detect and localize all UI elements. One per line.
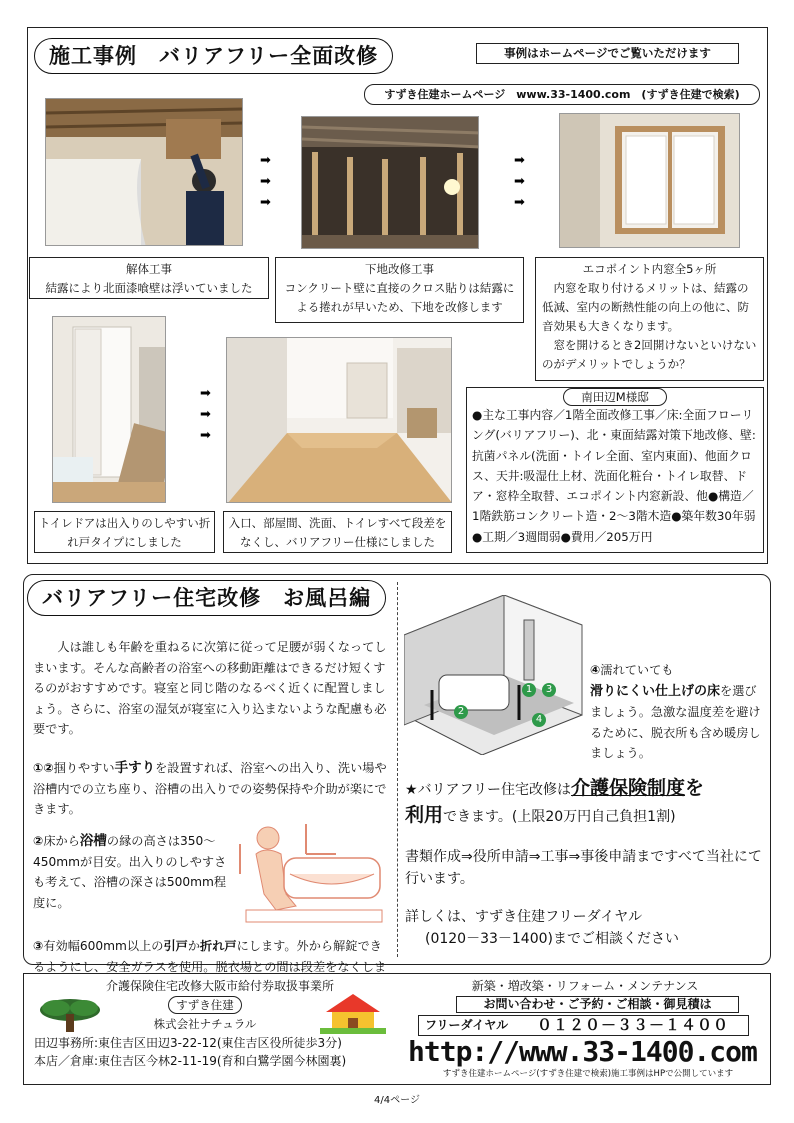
caption-demolition-body: 結露により北面漆喰壁は浮いていました [45,281,253,295]
notice-box [476,43,739,64]
free-dial-box[interactable] [418,1015,749,1036]
photo-barrier-free-room [226,337,452,503]
caption-demolition [29,257,269,299]
insurance-key: 利用 [405,804,444,826]
footer-services: 新築・増改築・リフォーム・メンテナンス [471,979,699,993]
bath-point-handrail [33,758,388,820]
footer-url[interactable]: http://www.33-1400.com [408,1035,757,1068]
section2-title: バリアフリー住宅改修 お風呂編 [27,580,386,616]
contact-line-1: 詳しくは、すずき住建フリーダイヤル [405,909,643,925]
caption-inner-window-title: エコポイント内窓全5ヶ所 [582,262,717,276]
point-key: 浴槽 [79,833,107,849]
point-text: を設置すれば、浴室への出入り、洗い場や浴槽内での立ち座り、浴槽の出入りでの姿勢保持や介助が楽にできます。 [33,761,387,816]
insurance-key: を [685,777,705,799]
free-dial-number[interactable]: ０１２０－３３－１４００ [537,1016,730,1034]
diagram-marker-1: 1 [522,683,536,697]
point-text: にします。外から解錠できるようにし、安全ガラスを使用。脱衣場との間は段差をなくしま [33,939,387,974]
inquiry-text: お問い合わせ・ご予約・ご相談・御見積は [483,997,712,1011]
case-body: ●主な工事内容／1階全面改修工事／床:全面フローリング(バリアフリー)、北・東面結露対策下地改修、壁:抗菌パネル(洗面・トイレ全面、室内東面)、他面クロス、天井:吸湿仕上材、洗面化粧台・トイレ取替、ドア・窓枠全取替、エコポイント内窓新設、他●構造／1階鉄筋コンクリート造・2～3階木造●築年数30年弱●工期／3週間弱●費用／205万円 [472,408,756,544]
notice-text: 事例はホームページでご覧いただけます [504,46,711,60]
caption-demolition-title: 解体工事 [126,262,172,276]
insurance-text: バリアフリー住宅改修は [417,782,572,798]
case-name-text: 南田辺M様邸 [581,390,649,404]
homepage-banner[interactable] [364,84,760,105]
photo-toilet-door [52,316,166,503]
arrow-right-icon: ➡ [514,195,525,210]
arrow-right-icon: ➡ [200,428,211,443]
arrow-right-icon: ➡ [260,153,271,168]
point-number: ①② [33,761,54,775]
point-key: 滑りにくい仕上げの床 [590,683,721,699]
point-text: か [187,939,201,953]
insurance-info [405,776,765,830]
section2-divider [397,582,398,957]
office-address-1: 田辺事務所:東住吉区田辺3-22-12(東住吉区役所徒歩3分) [34,1036,342,1050]
section1-title: 施工事例 バリアフリー全面改修 [34,38,393,74]
arrow-right-icon: ➡ [260,195,271,210]
house-logo [320,992,386,1034]
footer-license: 介護保険住宅改修大阪市給付券取扱事業所 [105,979,334,993]
caption-barrier-free-body: 入口、部屋間、洗面、トイレすべて段差をなくし、バリアフリー仕様にしました [228,516,447,549]
point-key: 引戸 [163,939,188,953]
arrow-right-icon: ➡ [514,153,525,168]
point-key: 折れ戸 [200,939,237,953]
brand-badge [168,996,242,1014]
bathroom-diagram [404,595,584,755]
diagram-marker-4: 4 [532,713,546,727]
point-number: ③ [33,939,44,953]
caption-toilet-door-body: トイレドアは出入りのしやすい折れ戸タイプにしました [38,516,211,549]
photo-inner-window [559,113,740,248]
case-name [563,388,667,406]
bath-point-bathtub [33,831,233,913]
photo-base-repair [301,116,479,249]
star-icon: ★ [405,782,418,798]
arrow-right-icon: ➡ [200,386,211,401]
footer-url-note: すずき住建ホームページ(すずき住建で検索)施工事例はHPで公開しています [442,1069,734,1079]
arrow-group-1 [260,150,271,213]
caption-barrier-free [223,511,452,553]
brand-name: すずき住建 [176,998,234,1012]
arrow-group-3 [200,383,211,446]
photo-demolition [45,98,243,246]
bath-point-floor [590,660,765,764]
caption-inner-window-body2: 窓を開けるとき2回開けないといけないのがデメリットでしょうか？ [542,338,757,371]
insurance-key: 介護保険制度 [571,777,686,799]
point-text: 有効幅600mm以上の [43,939,164,953]
arrow-right-icon: ➡ [260,174,271,189]
company-name: 株式会社ナチュラル [153,1017,257,1031]
point-text: を選びましょう。急激な温度差を避けるために、脱衣所も含め暖房しましょう。 [590,683,761,760]
case-summary [466,387,764,553]
diagram-marker-3: 3 [542,683,556,697]
process-flow: 書類作成⇒役所申請⇒工事⇒事後申請まですべて当社にて行います。 [405,849,762,887]
contact-line-2[interactable]: (0120－33－1400)までご相談ください [425,931,679,947]
point-text: 濡れていても [600,663,674,677]
insurance-text: できます。(上限20万円自己負担1割) [443,809,676,825]
arrow-right-icon: ➡ [200,407,211,422]
point-text: の縁の高さは350～450mmが目安。出入りのしやすさも考えて、浴槽の深さは500mm程度に。 [33,834,227,910]
diagram-marker-2: 2 [454,705,468,719]
arrow-right-icon: ➡ [514,174,525,189]
homepage-text[interactable]: すずき住建ホームページ www.33-1400.com (すずき住建で検索) [384,88,740,101]
point-number: ② [33,834,44,848]
page-number: 4/4ページ [374,1095,420,1106]
free-dial-label: フリーダイヤル [425,1018,509,1032]
bathtub-illustration [236,814,386,924]
point-text: 床から [43,834,80,848]
caption-base-repair-body: コンクリート壁に直接のクロス貼りは結露による捲れが早いため、下地を改修します [284,281,515,314]
point-text: 掴りやすい [53,761,115,775]
point-key: 手すり [114,760,156,776]
caption-toilet-door [34,511,215,553]
bath-intro: 人は誰しも年齢を重ねるに次第に従って足腰が弱くなってしまいます。そんな高齢者の浴室への移動距離はできるだけ短くするのがおすすめです。寝室と同じ階のなるべく近くに配置しましょう。さらに、浴室の湿気が寝室に入り込まないような配慮も必要です。 [33,640,387,736]
caption-base-repair-title: 下地改修工事 [365,262,434,276]
arrow-group-2 [514,150,525,213]
point-number: ④ [590,663,601,677]
tree-logo [36,996,104,1034]
caption-base-repair [275,257,524,323]
inquiry-banner [456,996,739,1013]
caption-inner-window [535,257,764,381]
office-address-2: 本店／倉庫:東住吉区今林2-11-19(育和白鷺学園今林園裏) [34,1054,347,1068]
caption-inner-window-body1: 内窓を取り付けるメリットは、結露の低減、室内の断熱性能の向上の他に、防音効果も大きくなります。 [542,281,749,333]
